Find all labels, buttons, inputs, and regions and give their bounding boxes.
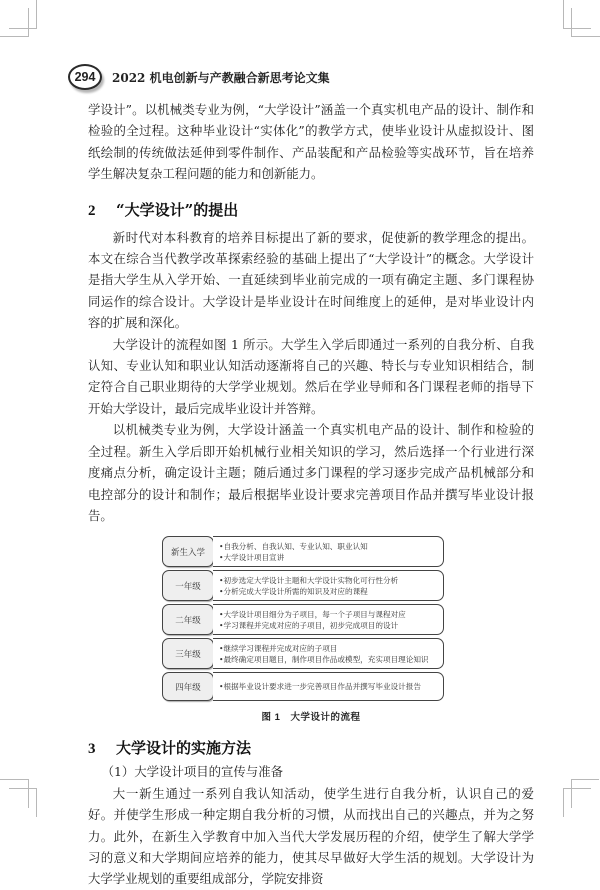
flow-row-freshman [162, 536, 444, 567]
section-number: 3 [88, 741, 96, 758]
flow-item: •大学设计项目细分为子项目，每一个子项目与课程对应 [219, 609, 406, 619]
flow-row-year-3 [162, 638, 444, 669]
crop-mark-bottom-right [571, 779, 599, 780]
crop-mark-top-left [0, 36, 28, 37]
paragraph: 新时代对本科教育的培养目标提出了新的要求，促使新的教学理念的提出。本文在综合当代教学改革探索经验的基础上提出了“大学设计”的概念。大学设计是指大学生从入学开始、一直延续到毕业前完成的一项有确定主题、多门课程协同运作的综合设计。大学设计是毕业设计在时间维度上的延伸，是对毕业设计内容的扩展和深化。 [88, 229, 534, 331]
paragraph: 以机械类专业为例，大学设计涵盖一个真实机电产品的设计、制作和检验的全过程。新生入学后即开始机械行业相关知识的学习，然后选择一个行业进行深度痛点分析，确定设计主题；随后通过多门课程的学习逐步完成产品机械部分和电控部分的设计和制作；最后根据毕业设计要求完善项目作品并撰写毕业设计报告。 [88, 422, 534, 523]
flow-row-year-2 [162, 604, 444, 635]
section-title: 大学设计的实施方法 [116, 739, 252, 758]
flow-stage-label: 二年级 [162, 604, 214, 635]
crop-mark-bottom-right [563, 788, 591, 789]
flow-stage-label: 三年级 [162, 638, 214, 669]
crop-mark-bottom-left [9, 788, 37, 789]
book-title: 2022 机电创新与产教融合新思考论文集 [112, 70, 330, 85]
figure-caption: 图 1 大学设计的流程 [261, 712, 361, 724]
flow-row-year-4 [162, 672, 444, 701]
flow-item: •初步选定大学设计主题和大学设计实物化可行性分析 [219, 575, 399, 585]
crop-mark-bottom-left [28, 779, 29, 808]
paragraph: 大一新生通过一系列自我认知活动，使学生进行自我分析，认识自己的爱好。并使学生形成一种定期自我分析的习惯，从而找出自己的兴趣点，并为之努力。此外，在新生入学教育中加入当代大学发展历程的介绍，使学生了解大学学习的意义和大学期间应培养的能力，使其尽早做好大学生活的规划。大学设计为大学学业规划的重要组成部分，学院安排资 [88, 785, 534, 887]
flow-item: •自我分析、自我认知、专业认知、职业认知 [219, 541, 368, 551]
crop-mark-bottom-right [571, 779, 572, 808]
running-header [68, 62, 330, 92]
section-heading [88, 737, 534, 759]
flow-stage-content [213, 672, 444, 701]
flow-stage-label: 新生入学 [162, 536, 214, 567]
flow-stage-label: 一年级 [162, 570, 214, 601]
crop-mark-bottom-left [0, 779, 28, 780]
figure-1-flowchart [162, 536, 444, 701]
flow-stage-content [213, 638, 444, 669]
section-number: 2 [88, 202, 96, 219]
subsection-heading: （1）大学设计项目的宣传与准备 [101, 764, 283, 780]
paragraph: 大学设计的流程如图 1 所示。大学生入学后即通过一系列的自我分析、自我认知、专业认知和职业认知活动逐渐将自己的兴趣、特长与专业知识相结合，制定符合自己职业期待的大学学业规划。然后在学业导师和各门课程老师的指导下开始大学设计，最后完成毕业设计并答辩。 [88, 336, 534, 416]
flow-stage-label: 四年级 [162, 672, 214, 701]
flow-item: •继续学习课程并完成对应的子项目 [219, 643, 338, 653]
flow-item: •学习课程并完成对应的子项目，初步完成项目的设计 [219, 620, 399, 630]
crop-mark-top-left [9, 28, 37, 29]
crop-mark-top-right [571, 8, 572, 37]
crop-mark-top-right [563, 0, 564, 29]
flow-row-year-1 [162, 570, 444, 601]
flow-stage-content [213, 536, 444, 567]
crop-mark-top-right [571, 36, 600, 37]
flow-item: •根据毕业设计要求进一步完善项目作品并撰写毕业设计报告 [219, 682, 421, 692]
crop-mark-bottom-right [563, 788, 564, 817]
crop-mark-top-left [28, 8, 29, 37]
flow-item: •分析完成大学设计所需的知识及对应的课程 [219, 586, 368, 596]
flow-stage-content [213, 570, 444, 601]
flow-stage-content [213, 604, 444, 635]
page-content [88, 99, 534, 890]
flow-item: •大学设计项目宣讲 [219, 552, 285, 562]
crop-mark-top-right [563, 28, 591, 29]
section-heading [88, 199, 534, 221]
flow-item: •最终确定项目题目，制作项目作品或模型，充实项目理论知识 [219, 654, 429, 664]
crop-mark-top-left [36, 0, 37, 29]
crop-mark-bottom-left [36, 788, 37, 817]
section-title: “大学设计”的提出 [116, 200, 239, 219]
paragraph: 学设计”。以机械类专业为例，“大学设计”涵盖一个真实机电产品的设计、制作和检验的全过程。这种毕业设计“实体化”的教学方式，使毕业设计从虚拟设计、图纸绘制的传统做法延伸到零件制作、产品装配和产品检验等实战环节，旨在培养学生解决复杂工程问题的能力和创新能力。 [88, 102, 534, 182]
page-number: 294 [68, 64, 102, 90]
